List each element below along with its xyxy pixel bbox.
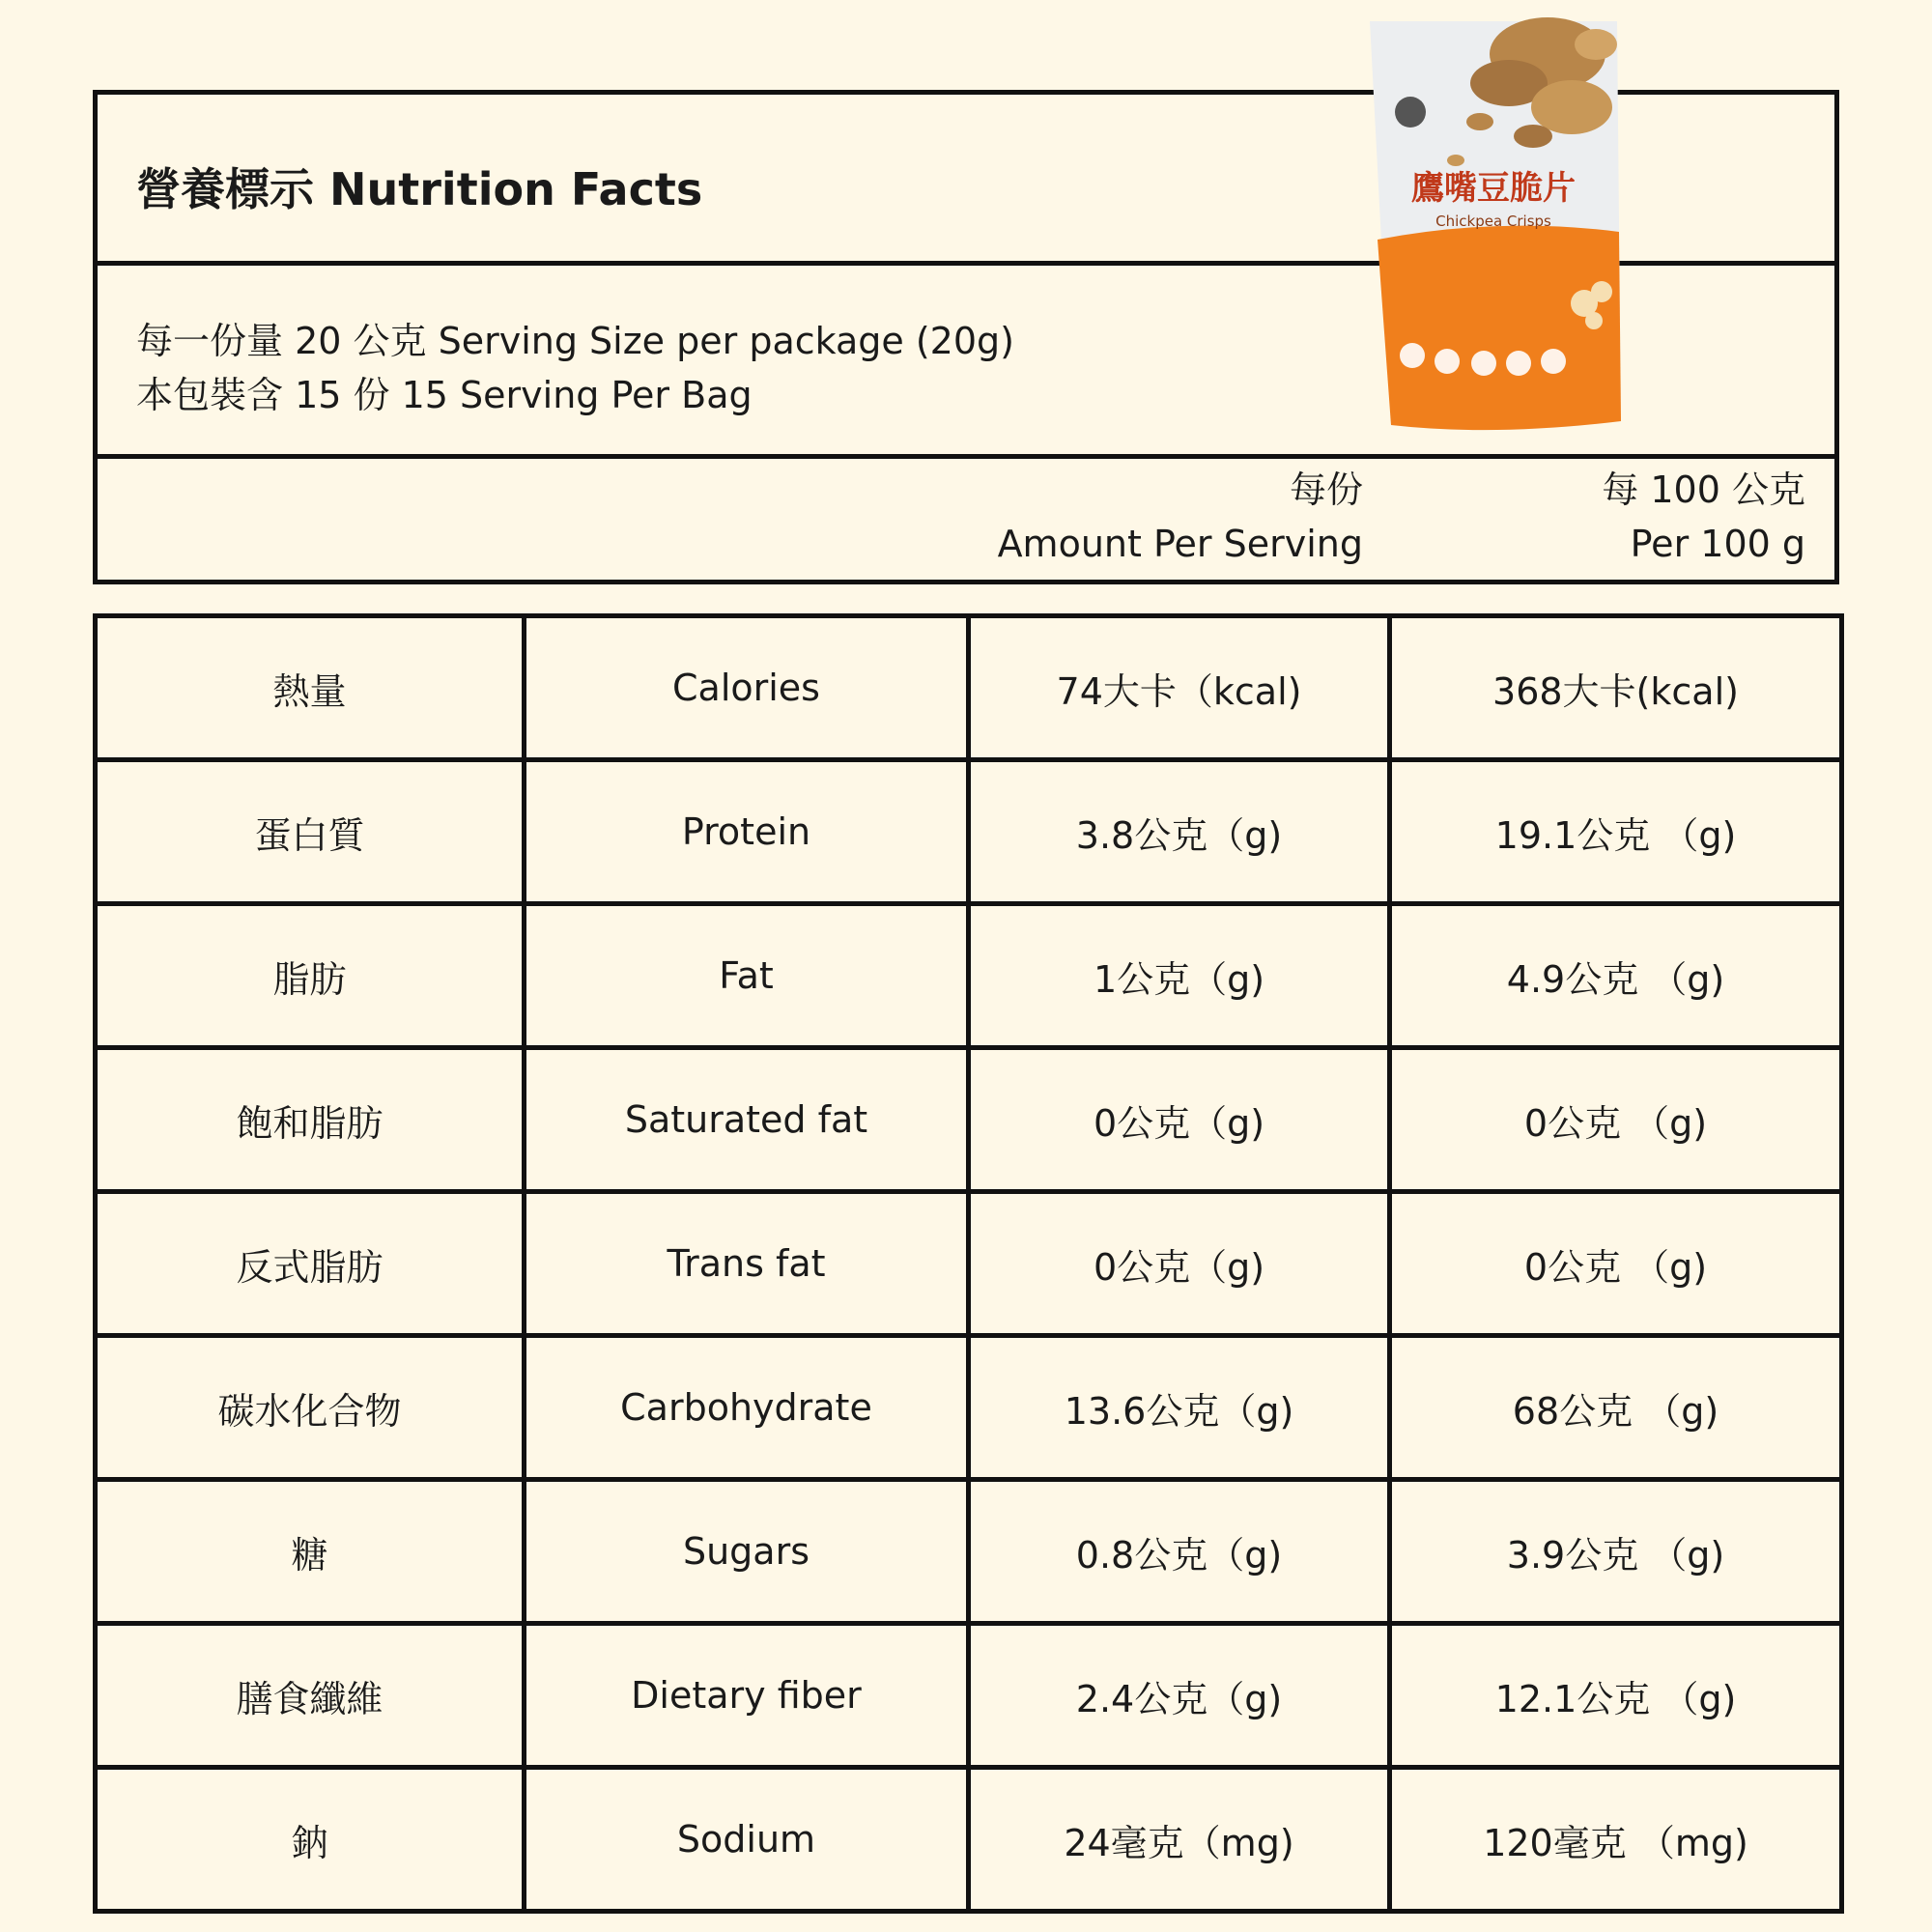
pouch-product-name-zh: 鷹嘴豆脆片 <box>1411 169 1576 208</box>
nutrient-row <box>96 1624 1842 1768</box>
nutrient-row <box>96 1048 1842 1192</box>
per-100g-column-header <box>1602 463 1805 571</box>
amount-per-100g: 4.9公克 （g) <box>1390 904 1842 1048</box>
nutrient-name-zh: 鈉 <box>96 1768 525 1912</box>
amount-per-100g: 3.9公克 （g) <box>1390 1480 1842 1624</box>
amount-per-100g: 68公克 （g) <box>1390 1336 1842 1480</box>
amount-per-100g: 0公克 （g) <box>1390 1048 1842 1192</box>
nutrient-name-en: Trans fat <box>525 1192 969 1336</box>
per-serving-label-en: Amount Per Serving <box>997 523 1363 565</box>
amount-per-100g: 0公克 （g) <box>1390 1192 1842 1336</box>
nutrient-row <box>96 1768 1842 1912</box>
per-serving-label-zh: 每份 <box>1289 469 1363 511</box>
amount-per-serving: 1公克（g) <box>969 904 1390 1048</box>
nutrient-row <box>96 1192 1842 1336</box>
nutrient-name-en: Sugars <box>525 1480 969 1624</box>
nutrient-name-zh: 糖 <box>96 1480 525 1624</box>
per-100g-label-zh: 每 100 公克 <box>1602 469 1805 511</box>
amount-per-serving: 3.8公克（g) <box>969 760 1390 904</box>
per-100g-label-en: Per 100 g <box>1630 523 1805 565</box>
nutrient-name-en: Protein <box>525 760 969 904</box>
nutrition-table-body <box>96 616 1842 1912</box>
nutrient-name-zh: 飽和脂肪 <box>96 1048 525 1192</box>
nutrient-name-zh: 碳水化合物 <box>96 1336 525 1480</box>
nutrient-name-en: Calories <box>525 616 969 760</box>
amount-per-serving: 0公克（g) <box>969 1048 1390 1192</box>
amount-per-100g: 19.1公克 （g) <box>1390 760 1842 904</box>
nutrient-name-en: Sodium <box>525 1768 969 1912</box>
nutrient-row <box>96 616 1842 760</box>
pouch-product-name-en: Chickpea Crisps <box>1435 213 1551 230</box>
nutrient-row <box>96 1336 1842 1480</box>
amount-per-100g: 12.1公克 （g) <box>1390 1624 1842 1768</box>
nutrient-name-zh: 膳食纖維 <box>96 1624 525 1768</box>
nutrient-name-zh: 脂肪 <box>96 904 525 1048</box>
nutrient-name-en: Carbohydrate <box>525 1336 969 1480</box>
nutrient-row <box>96 1480 1842 1624</box>
brand-logo-mark <box>1395 97 1426 128</box>
pouch-orange-panel <box>1378 226 1621 431</box>
servings-per-bag-text: 本包裝含 15 份 15 Serving Per Bag <box>136 374 753 416</box>
nutrient-name-zh: 蛋白質 <box>96 760 525 904</box>
per-serving-column-header <box>998 463 1363 571</box>
product-pouch-image <box>1364 15 1623 433</box>
nutrition-table <box>93 613 1844 1914</box>
amount-per-serving: 0.8公克（g) <box>969 1480 1390 1624</box>
nutrient-name-zh: 熱量 <box>96 616 525 760</box>
amount-per-serving: 24毫克（mg) <box>969 1768 1390 1912</box>
amount-per-100g: 368大卡(kcal) <box>1390 616 1842 760</box>
serving-size-text: 每一份量 20 公克 Serving Size per package (20g) <box>136 320 1014 362</box>
nutrient-row <box>96 760 1842 904</box>
nutrient-name-en: Fat <box>525 904 969 1048</box>
nutrient-name-en: Dietary fiber <box>525 1624 969 1768</box>
nutrient-name-zh: 反式脂肪 <box>96 1192 525 1336</box>
amount-per-100g: 120毫克 （mg) <box>1390 1768 1842 1912</box>
page-title: 營養標示 Nutrition Facts <box>136 163 703 215</box>
amount-per-serving: 0公克（g) <box>969 1192 1390 1336</box>
amount-per-serving: 74大卡（kcal) <box>969 616 1390 760</box>
amount-per-serving: 13.6公克（g) <box>969 1336 1390 1480</box>
nutrient-name-en: Saturated fat <box>525 1048 969 1192</box>
amount-per-serving: 2.4公克（g) <box>969 1624 1390 1768</box>
column-header-row <box>98 459 1834 580</box>
nutrient-row <box>96 904 1842 1048</box>
